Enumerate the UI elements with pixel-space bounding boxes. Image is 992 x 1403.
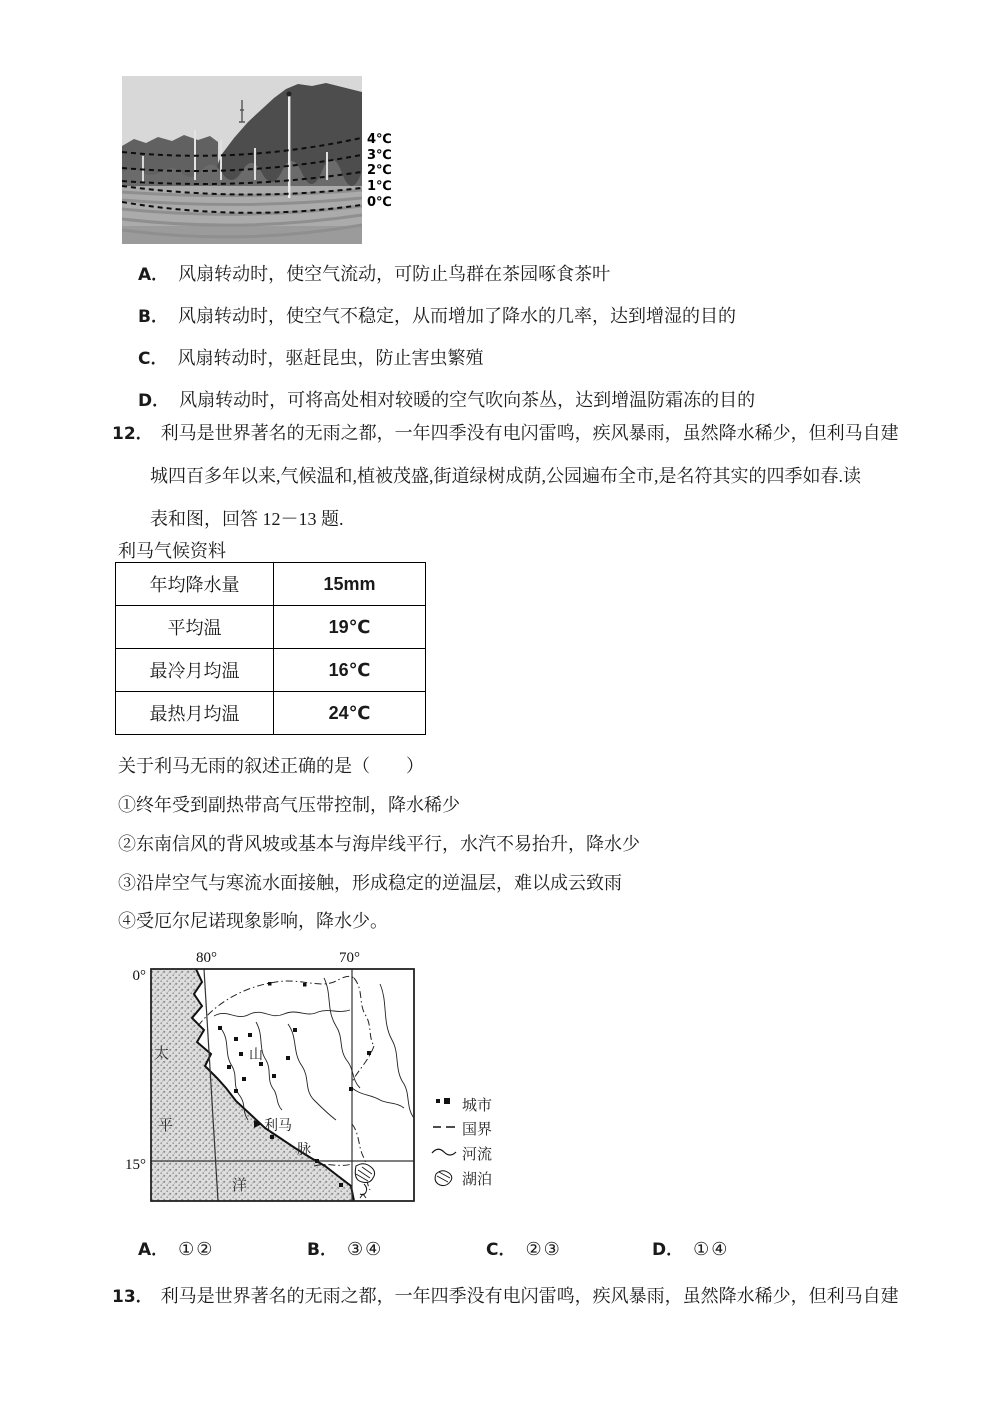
answer-a: A． ①②: [138, 1239, 215, 1260]
question12-stem: 关于利马无雨的叙述正确的是（ ）: [118, 756, 424, 776]
table-row: [116, 606, 426, 649]
option-d-letter: D．: [138, 391, 170, 411]
question12-line3: 表和图，回答 12－13 题.: [150, 509, 344, 529]
bird-on-pole: [287, 92, 292, 97]
question12-line1: 12． 利马是世界著名的无雨之都，一年四季没有电闪雷鸣，疾风暴雨，虽然降水稀少，但利马自建: [112, 423, 899, 444]
option-a-letter: A．: [138, 265, 169, 285]
peru-map-figure: [118, 938, 618, 1210]
legend-lake: [435, 1171, 492, 1188]
statement-3: ③沿岸空气与寒流水面接触，形成稳定的逆温层，难以成云致雨: [118, 873, 622, 893]
question12-line2: 城四百多年以来,气候温和,植被茂盛,街道绿树成荫,公园遍布全市,是名符其实的四季如春.读: [150, 466, 861, 486]
map-legend: [432, 1097, 492, 1188]
row-value: 16℃: [274, 649, 426, 692]
row-label: 平均温: [116, 606, 274, 649]
option-c-row: [138, 344, 483, 370]
table-row: [116, 692, 426, 735]
answer-d: D． ①④: [652, 1239, 730, 1260]
statement-4: ④受厄尔尼诺现象影响，降水少。: [118, 911, 388, 931]
peru-map: [118, 938, 618, 1210]
row-label: 最热月均温: [116, 692, 274, 735]
option-b-row: [138, 302, 736, 328]
temp-label-2c: 2℃: [367, 163, 392, 178]
legend-border-label: 国界: [462, 1122, 493, 1138]
lon-label-80: 80°: [196, 950, 217, 966]
lima-label: 利马: [264, 1119, 292, 1134]
mountain-char-mai: 脉: [297, 1143, 311, 1158]
row-value: 15mm: [274, 563, 426, 606]
table-row: [116, 563, 426, 606]
climate-table: [115, 562, 426, 735]
table-row: [116, 649, 426, 692]
lat-label-0: 0°: [132, 968, 146, 984]
sea-char-yang: 洋: [232, 1178, 248, 1194]
row-label: 最冷月均温: [116, 649, 274, 692]
temp-label-1c: 1℃: [367, 179, 392, 194]
legend-lake-label: 湖泊: [462, 1172, 493, 1188]
lake: [355, 1164, 374, 1198]
option-d-text: 风扇转动时，可将高处相对较暖的空气吹向茶丛，达到增温防霜冻的目的: [179, 390, 756, 410]
tea-field-photo: [122, 76, 362, 244]
legend-river: [432, 1146, 492, 1163]
option-a-row: [138, 260, 610, 286]
answer-b: B． ③④: [307, 1239, 384, 1260]
option-a-text: 风扇转动时，使空气流动，可防止鸟群在茶园啄食茶叶: [178, 264, 611, 284]
option-c-text: 风扇转动时，驱赶昆虫，防止害虫繁殖: [177, 348, 484, 368]
option-b-letter: B．: [138, 307, 168, 327]
option-b-text: 风扇转动时，使空气不稳定，从而增加了降水的几率，达到增湿的目的: [177, 306, 736, 326]
lon-label-70: 70°: [339, 950, 360, 966]
rivers: [214, 978, 414, 1120]
temp-label-3c: 3℃: [367, 148, 392, 163]
legend-river-label: 河流: [462, 1147, 493, 1163]
question13-line1: [112, 1282, 899, 1308]
tea-field-figure: [122, 76, 402, 246]
mountain-char-shan: 山: [249, 1048, 263, 1063]
temp-label-0c: 0℃: [367, 195, 392, 210]
question13-text: 利马是世界著名的无雨之都，一年四季没有电闪雷鸣，疾风暴雨，虽然降水稀少，但利马自建: [160, 1286, 899, 1306]
option-d-row: [138, 386, 755, 412]
row-value: 19℃: [274, 606, 426, 649]
answer-c: C． ②③: [486, 1239, 562, 1260]
question12-number: 12．: [112, 424, 153, 444]
statement-2: ②东南信风的背风坡或基本与海岸线平行，水汽不易抬升，降水少: [118, 834, 640, 854]
sea-char-ping: 平: [158, 1118, 174, 1134]
legend-city-label: 城市: [462, 1098, 493, 1114]
sea-char-tai: 太: [154, 1046, 170, 1062]
legend-border: [433, 1121, 492, 1138]
option-c-letter: C．: [138, 349, 168, 369]
row-label: 年均降水量: [116, 563, 274, 606]
climate-table-title: 利马气候资料: [118, 541, 226, 561]
row-value: 24℃: [274, 692, 426, 735]
temp-label-4c: 4℃: [367, 132, 392, 147]
question13-number: 13．: [112, 1287, 153, 1307]
lat-label-15: 15°: [125, 1157, 146, 1173]
statement-1: ①终年受到副热带高气压带控制，降水稀少: [118, 795, 460, 815]
legend-city: [436, 1097, 492, 1114]
